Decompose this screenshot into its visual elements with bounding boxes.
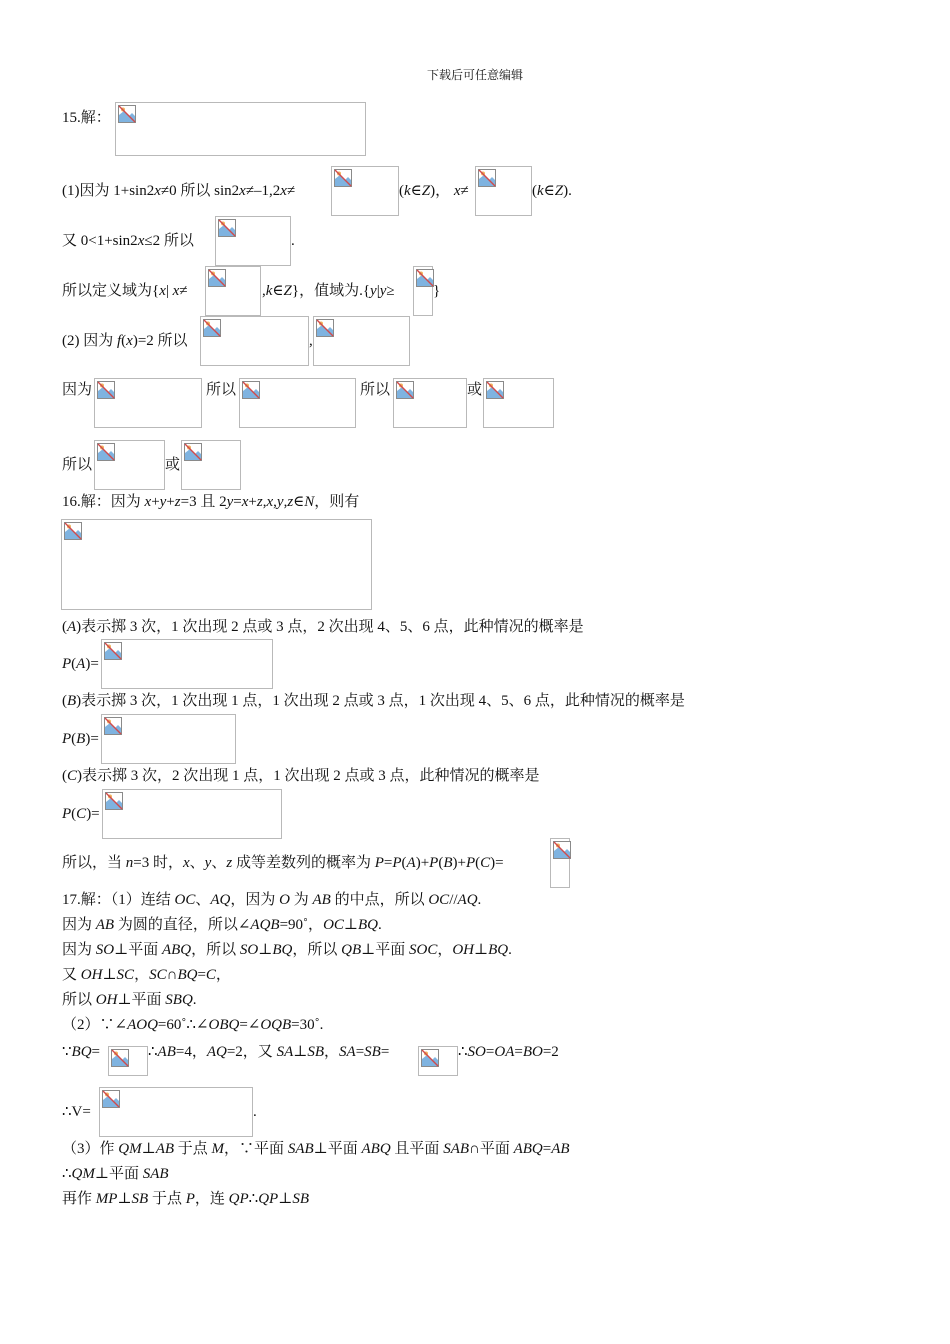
q16-conclusion: 所以，当 n=3 时，x、y、z 成等差数列的概率为 P=P(A)+P(B)+P(C)= xyxy=(62,855,504,871)
formula-image xyxy=(418,1046,458,1076)
period: . xyxy=(291,233,295,249)
broken-image-icon xyxy=(111,1049,129,1067)
comma: , xyxy=(309,333,313,349)
because-label: 因为 xyxy=(62,382,93,398)
q17-line-6: （2）∵∠AOQ=60˚∴∠OBQ=∠OQB=30˚. xyxy=(62,1017,324,1033)
q15-domain-cont: ,k∈Z}，值域为.{y|y≥ xyxy=(262,283,395,299)
q17-line-11: 再作 MP⊥SB 于点 P，连 QP∴QP⊥SB xyxy=(62,1191,309,1207)
q17-line-4: 又 OH⊥SC，SC∩BQ=C， xyxy=(62,967,231,983)
q15-domain-line: 所以定义域为{x| x≠ xyxy=(62,283,188,299)
broken-image-icon xyxy=(486,381,504,399)
q16-intro-line: 16.解：因为 x+y+z=3 且 2y=x+z,x,y,z∈N，则有 xyxy=(62,494,360,510)
q16-pb-label: P(B)= xyxy=(62,731,99,747)
formula-image xyxy=(94,378,202,428)
broken-image-icon xyxy=(478,169,496,187)
or-label: 或 xyxy=(467,382,483,398)
or-label: 或 xyxy=(165,457,181,473)
broken-image-icon xyxy=(334,169,352,187)
q16-case-a-text: (A)表示掷 3 次，1 次出现 2 点或 3 点，2 次出现 4、5、6 点，此种情况的概率是 xyxy=(62,619,584,635)
therefore-label: 所以 xyxy=(206,382,237,398)
broken-image-icon xyxy=(64,522,82,540)
q17-line-7a: ∵BQ= xyxy=(62,1044,101,1060)
formula-image xyxy=(94,440,165,490)
formula-image xyxy=(108,1046,148,1076)
volume-label: ∴V= xyxy=(62,1104,91,1120)
therefore-label: 所以 xyxy=(62,457,93,473)
broken-image-icon xyxy=(105,792,123,810)
broken-image-icon xyxy=(242,381,260,399)
broken-image-icon xyxy=(416,269,434,287)
formula-image xyxy=(101,714,236,764)
q17-line-2: 因为 AB 为圆的直径，所以∠AQB=90˚，OC⊥BQ. xyxy=(62,917,382,933)
therefore-label: 所以 xyxy=(360,382,391,398)
formula-image xyxy=(475,166,532,216)
broken-image-icon xyxy=(102,1090,120,1108)
q15-part1-line: (1)因为 1+sin2x≠0 所以 sin2x≠–1,2x≠ xyxy=(62,183,296,199)
formula-image xyxy=(483,378,554,428)
q17-line-7b: ∴AB=4，AQ=2，又 SA⊥SB，SA=SB= xyxy=(148,1044,390,1060)
broken-image-icon xyxy=(104,642,122,660)
broken-image-icon xyxy=(421,1049,439,1067)
q16-pa-label: P(A)= xyxy=(62,656,99,672)
q17-line-10: ∴QM⊥平面 SAB xyxy=(62,1166,169,1182)
broken-image-icon xyxy=(396,381,414,399)
close-brace: } xyxy=(433,283,441,299)
formula-image xyxy=(115,102,366,156)
broken-image-icon xyxy=(97,443,115,461)
broken-image-icon xyxy=(97,381,115,399)
broken-image-icon xyxy=(218,219,236,237)
formula-image xyxy=(99,1087,253,1137)
q17-line-3: 因为 SO⊥平面 ABQ，所以 SO⊥BQ，所以 QB⊥平面 SOC，OH⊥BQ. xyxy=(62,942,512,958)
q17-line-7c: ∴SO=OA=BO=2 xyxy=(458,1044,559,1060)
q15-part1-cond: (k∈Z)， x≠ xyxy=(399,183,469,199)
formula-image xyxy=(181,440,241,490)
formula-image xyxy=(413,266,433,316)
formula-image xyxy=(215,216,291,266)
broken-image-icon xyxy=(316,319,334,337)
q15-range-line: 又 0<1+sin2x≤2 所以 xyxy=(62,233,194,249)
formula-image xyxy=(101,639,273,689)
formula-image xyxy=(200,316,309,366)
q16-pc-label: P(C)= xyxy=(62,806,100,822)
q16-case-b-text: (B)表示掷 3 次，1 次出现 1 点，1 次出现 2 点或 3 点，1 次出现 4、5、6 点，此种情况的概率是 xyxy=(62,693,685,709)
page-header: 下载后可任意编辑 xyxy=(426,68,523,82)
q17-line-9: （3）作 QM⊥AB 于点 M，∵平面 SAB⊥平面 ABQ 且平面 SAB∩平面 ABQ=AB xyxy=(62,1141,570,1157)
formula-image xyxy=(313,316,410,366)
broken-image-icon xyxy=(184,443,202,461)
formula-image xyxy=(102,789,282,839)
q15-part1-end: (k∈Z). xyxy=(532,183,572,199)
formula-image xyxy=(393,378,467,428)
broken-image-icon xyxy=(208,269,226,287)
q16-case-c-text: (C)表示掷 3 次，2 次出现 1 点，1 次出现 2 点或 3 点，此种情况的概率是 xyxy=(62,768,540,784)
broken-image-icon xyxy=(203,319,221,337)
broken-image-icon xyxy=(104,717,122,735)
broken-image-icon xyxy=(553,841,571,859)
period: . xyxy=(253,1104,257,1120)
formula-image xyxy=(239,378,356,428)
formula-image xyxy=(61,519,372,610)
formula-image xyxy=(331,166,399,216)
q15-label: 15.解： xyxy=(62,110,111,126)
broken-image-icon xyxy=(118,105,136,123)
q17-line-5: 所以 OH⊥平面 SBQ. xyxy=(62,992,197,1008)
formula-image xyxy=(205,266,261,316)
q17-line-1: 17.解：（1）连结 OC、AQ，因为 O 为 AB 的中点，所以 OC//AQ. xyxy=(62,892,482,908)
q15-part2-line: (2) 因为 f(x)=2 所以 xyxy=(62,333,188,349)
formula-image xyxy=(550,838,570,888)
